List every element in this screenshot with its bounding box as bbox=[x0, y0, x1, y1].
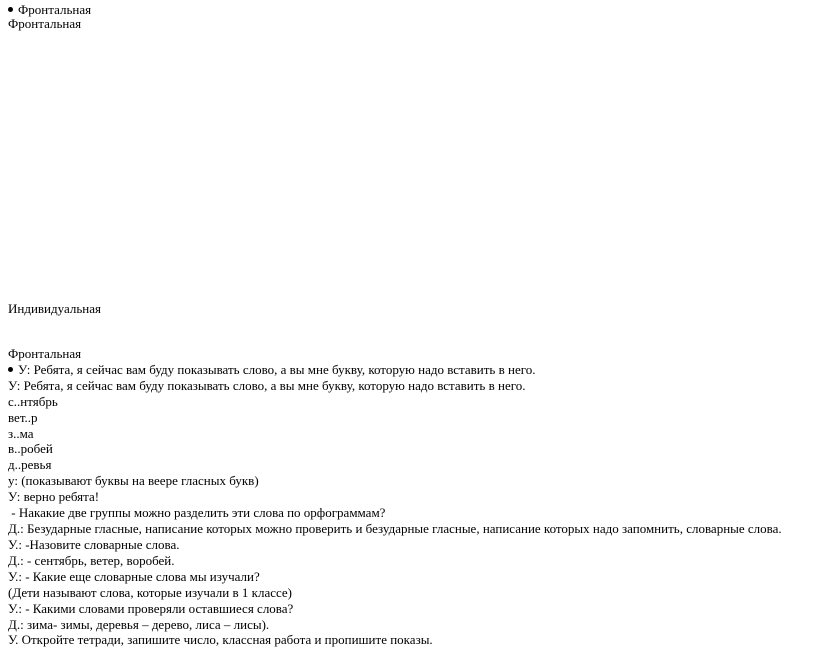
bullet-icon bbox=[8, 367, 13, 372]
dialogue-line: в..робей bbox=[8, 441, 53, 456]
final-instruction: У. Откройте тетради, запишите число, классная работа и пропишите показы. bbox=[8, 632, 433, 647]
heading-frontal: Фронтальная bbox=[8, 346, 82, 361]
dialogue-line: У: Ребята, я сейчас вам буду показывать слово, а вы мне букву, которую надо вставить в него. bbox=[8, 378, 526, 393]
bullet-item-label: Фронтальная bbox=[18, 2, 92, 17]
bullet-icon bbox=[8, 7, 13, 12]
dialogue-line: У.: - Какие еще словарные слова мы изучали? bbox=[8, 569, 260, 584]
bullet-item-teacher bbox=[8, 362, 535, 378]
dialogue-line: с..нтябрь bbox=[8, 394, 58, 409]
dialogue-line: У: верно ребята! bbox=[8, 489, 100, 504]
dialogue-line: У.: - Какими словами проверяли оставшиеся слова? bbox=[8, 601, 294, 616]
dialogue-line: д..ревья bbox=[8, 457, 52, 472]
text-individual: Индивидуальная bbox=[8, 301, 101, 316]
dialogue-line: Д.: - сентябрь, ветер, воробей. bbox=[8, 553, 175, 568]
dialogue-line: У.: -Назовите словарные слова. bbox=[8, 537, 180, 552]
dialogue-line: вет..р bbox=[8, 410, 38, 425]
dialogue-line: Д.: Безударные гласные, написание которых можно проверить и безударные гласные, написание которых надо запомнить, словарные слова. bbox=[8, 521, 782, 536]
dialogue-line: Д.: зима- зимы, деревья – дерево, лиса – лисы). bbox=[8, 617, 270, 632]
text-frontal: Фронтальная bbox=[8, 16, 82, 31]
bullet-item-label: У: Ребята, я сейчас вам буду показывать слово, а вы мне букву, которую надо вставить в него. bbox=[18, 362, 536, 377]
dialogue-line: у: (показывают буквы на веере гласных букв) bbox=[8, 473, 259, 488]
dialogue-line: (Дети называют слова, которые изучали в 1 классе) bbox=[8, 585, 293, 600]
dialogue-line: з..ма bbox=[8, 426, 34, 441]
dialogue-line: - Накакие две группы можно разделить эти слова по орфограммам? bbox=[8, 505, 386, 520]
